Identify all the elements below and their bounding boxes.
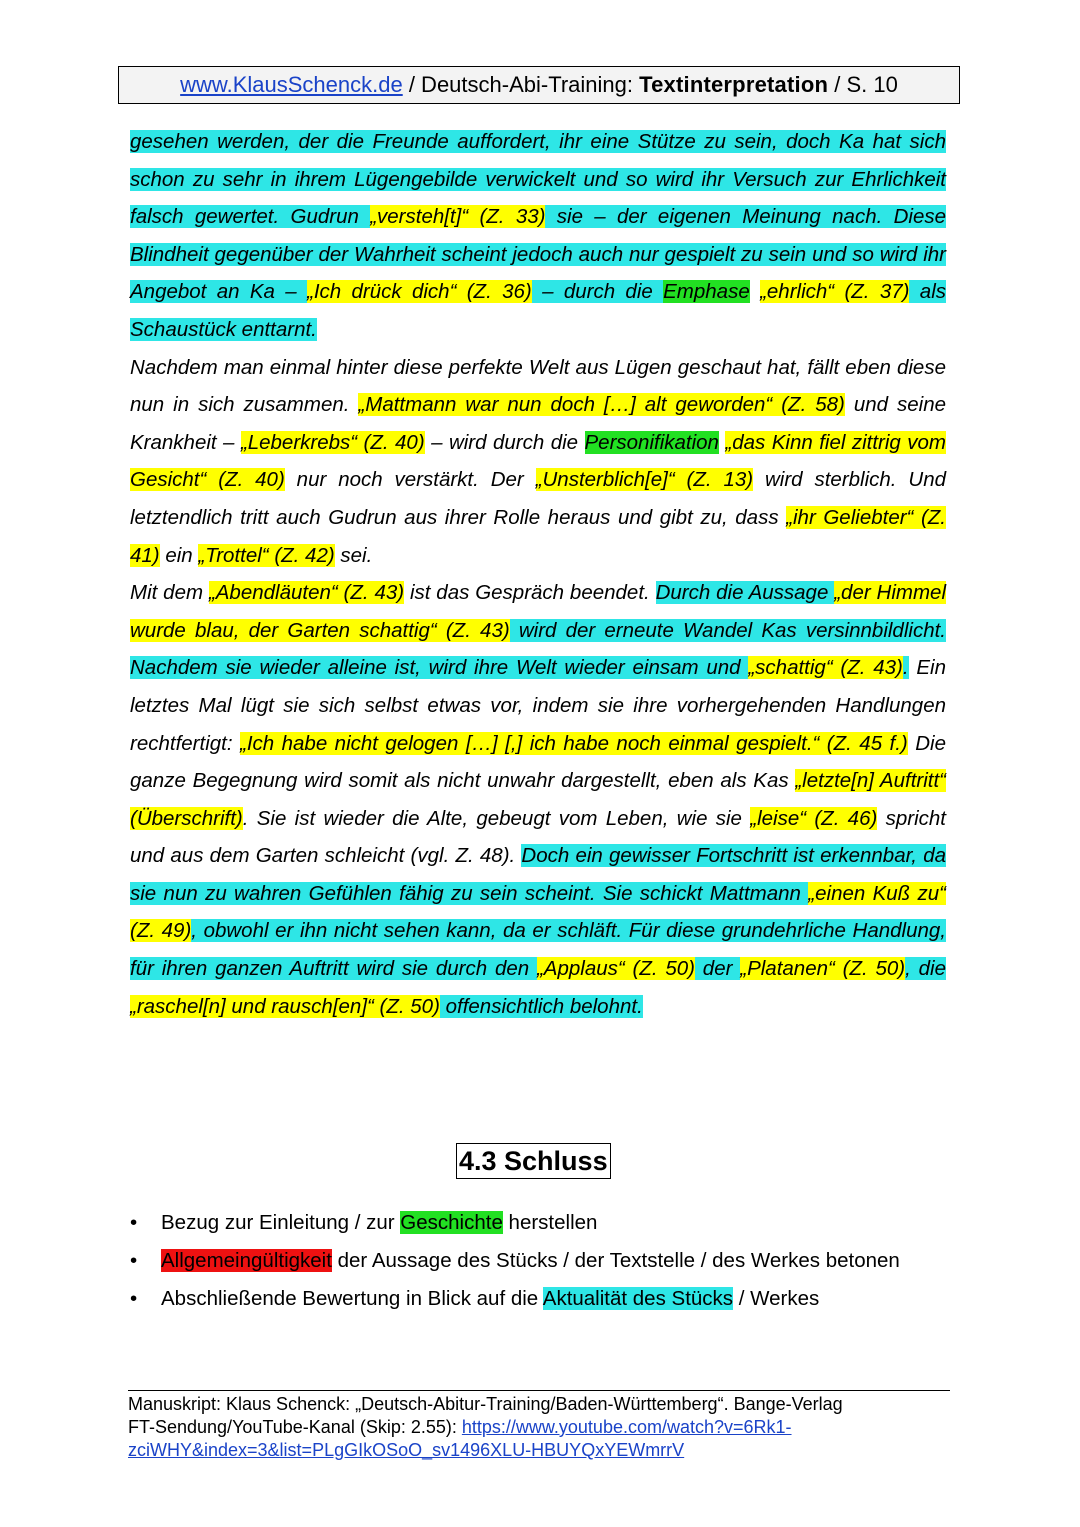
text: ein [159,543,199,567]
quote: „Mattmann war nun doch […] alt geworden“ (Z. 58) [358,393,845,417]
paragraph-3 [130,574,946,1025]
quote: „Ich drück dich“ (Z. 36) [307,280,532,304]
quote: „Ich habe nicht gelogen […] [,] ich habe noch einmal gespielt.“ (Z. 45 f.) [240,731,908,755]
quote: „leise“ (Z. 46) [750,806,878,830]
highlight-term: Allgemeingültigkeit [161,1249,332,1272]
quote: „ihr Geliebter“ (Z. 41) [130,505,946,567]
text: – wird durch die [424,430,585,454]
text: Abschließende Bewertung in Blick auf die [161,1287,543,1310]
quote: „versteh[t]“ (Z. 33) [370,205,546,229]
quote: „Applaus“ (Z. 50) [536,957,695,981]
quote: „das Kinn fiel zittrig vom Gesicht“ (Z. 40) [130,430,947,492]
cyan-text: . [902,656,909,680]
quote: „Abendläuten“ (Z. 43) [208,581,405,605]
bullet-list [130,1204,946,1318]
quote: „Leberkrebs“ (Z. 40) [240,430,425,454]
bullet-item [130,1242,946,1280]
header-topic: Textinterpretation [639,72,829,97]
header-page-number: / S. 10 [828,72,898,97]
cyan-text: – durch die [531,280,664,304]
quote: „Trottel“ (Z. 42) [198,543,335,567]
stylistic-device-term: Emphase [663,280,750,304]
text: ist das Gespräch beendet. [404,581,656,605]
footer-rule [128,1390,950,1391]
text: sei. [334,543,373,567]
text: / Werkes [733,1287,820,1310]
bullet-item [130,1280,946,1318]
cyan-text: der [695,957,741,981]
youtube-link[interactable]: https://www.youtube.com/watch?v=6Rk1-zciWHY&index=3&list=PLgGIkOSoO_sv1496XLU-HBUYQxYEWmrrV [128,1417,792,1460]
cyan-text: Doch ein gewisser Fortschritt ist erkennbar, da sie nun zu wahren Gefühlen fähig zu sein scheint. Sie schickt Mattmann [130,844,946,905]
quote: „schattig“ (Z. 43) [748,656,903,680]
quote: „Unsterblich[e]“ (Z. 13) [535,468,754,492]
quote: „Platanen“ (Z. 50) [740,957,906,981]
cyan-text: Durch die Aussage [655,581,835,605]
section-title: 4.3 Schluss [456,1143,611,1179]
paragraph-1 [130,123,946,349]
cyan-text: offensichtlich belohnt. [439,994,643,1018]
text [750,280,760,303]
footer-manuscript: Manuskript: Klaus Schenck: „Deutsch-Abitur-Training/Baden-Württemberg“. Bange-Verlag [128,1394,843,1414]
text: . Sie ist wieder die Alte, gebeugt vom Leben, wie sie [242,806,751,830]
paragraph-2 [130,349,946,575]
text: Nachdem man einmal hinter diese perfekte Welt aus Lügen geschaut hat, fällt eben diese nun in sich zusammen. [130,355,946,417]
text: nur noch verstärkt. Der [284,468,536,492]
quote: „der Himmel wurde blau, der Garten schattig“ (Z. 43) [130,581,946,642]
highlight-term: Aktualität des Stücks [542,1287,734,1310]
text: der Aussage des Stücks / der Textstelle / des Werkes betonen [331,1249,900,1272]
highlight-term: Geschichte [400,1211,503,1234]
text: herstellen [502,1211,598,1234]
text: und seine Krankheit – [130,393,946,454]
cyan-text: , die [905,957,946,981]
quote: „raschel[n] und rausch[en]“ (Z. 50) [130,994,440,1018]
quote: „ehrlich“ (Z. 37) [760,280,910,304]
quote: „letzte[n] Auftritt“ (Überschrift) [130,769,946,830]
cyan-text: als Schaustück enttarnt. [130,280,947,341]
stylistic-device-term: Personifikation [584,430,719,454]
text: Bezug zur Einleitung / zur [161,1211,401,1234]
page-footer [128,1393,950,1462]
cyan-text: wird der erneute Wandel Kas versinnbildlicht. Nachdem sie wieder alleine ist, wird ihre Welt wieder einsam und [130,618,946,680]
footer-broadcast-label: FT-Sendung/YouTube-Kanal (Skip: 2.55): [128,1417,462,1437]
cyan-text: sie – der eigenen Meinung nach. Diese Blindheit gegenüber der Wahrheit scheint jedoch auch nur gespielt zu sein und so wird ihr Angebot an Ka – [130,205,947,304]
website-link[interactable]: www.KlausSchenck.de [180,72,403,97]
cyan-text: , obwohl er ihn nicht sehen kann, da er schläft. Für diese grundehrliche Handlung, für ihren ganzen Auftritt wird sie durch den [130,919,946,981]
bullet-item [130,1204,946,1242]
text: spricht und aus dem Garten schleicht (vgl. Z. 48). [130,806,946,868]
text: Mit dem [130,581,209,605]
cyan-text: gesehen werden, der die Freunde auffordert, ihr eine Stütze zu sein, doch Ka hat sich schon zu sehr in ihrem Lügengebilde verwickelt und so wird ihr Versuch zur Ehrlichkeit falsch gewertet. Gudrun [130,130,946,229]
page-header [118,66,960,104]
footer-broadcast [128,1416,950,1462]
header-middle: / Deutsch-Abi-Training: [402,72,640,97]
body-text [130,123,946,1025]
text: wird sterblich. Und letztendlich tritt auch Gudrun aus ihrer Rolle heraus und gibt zu, dass [130,468,947,529]
text: Ein letztes Mal lügt sie sich selbst etwas vor, indem sie ihre vorhergehenden Handlungen rechtfertigt: [130,656,946,755]
text: Die ganze Begegnung wird somit als nicht unwahr dargestellt, eben als Kas [130,731,946,793]
quote: „einen Kuß zu“ (Z. 49) [130,881,947,943]
